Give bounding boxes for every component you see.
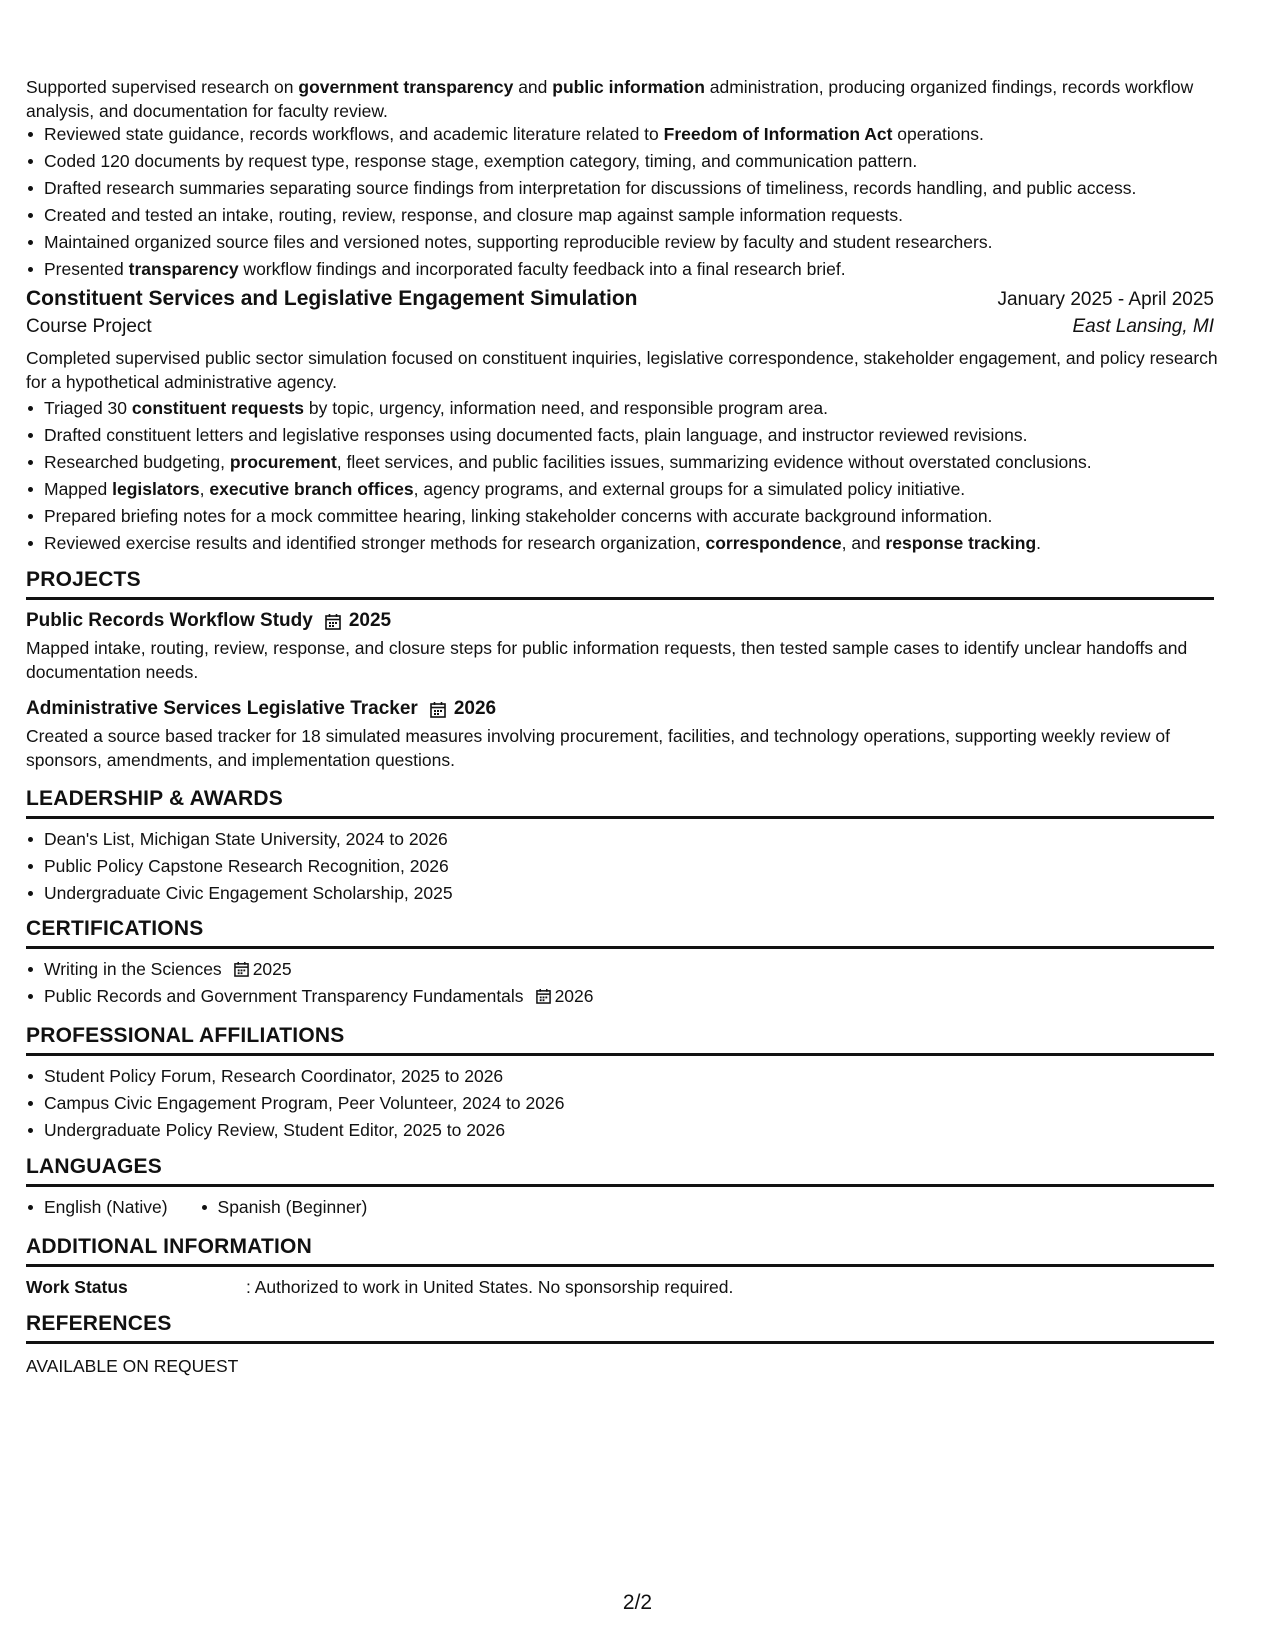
affiliations-section <box>26 1024 1214 1145</box>
certifications-list <box>26 957 1214 1008</box>
certifications-section <box>26 917 1214 1011</box>
references-text: AVAILABLE ON REQUEST <box>26 1356 239 1376</box>
certification-item <box>44 957 1214 981</box>
leadership-section <box>26 787 1214 908</box>
bullet-item: Reviewed exercise results and identified stronger methods for research organization, correspondence, and response tracking. <box>44 531 1244 555</box>
work-status-value: : Authorized to work in United States. No sponsorship required. <box>246 1277 734 1297</box>
simulation-subheader <box>26 313 1214 341</box>
simulation-intro: Completed supervised public sector simulation focused on constituent inquiries, legislative correspondence, stakeholder engagement, and policy research for a hypothetical administrative agency. <box>26 348 1218 392</box>
bullet-item: Triaged 30 constituent requests by topic, urgency, information need, and responsible program area. <box>44 396 1244 420</box>
project-year: 2025 <box>348 610 392 631</box>
research-bullets <box>26 122 1244 284</box>
award-item: Dean's List, Michigan State University, 2024 to 2026 <box>44 827 1214 851</box>
emphasis-text: government transparency <box>298 77 514 97</box>
references-heading: REFERENCES <box>26 1312 1214 1344</box>
emphasis-text: Freedom of Information Act <box>663 124 893 144</box>
affiliations-heading: PROFESSIONAL AFFILIATIONS <box>26 1024 1214 1056</box>
affiliations-list <box>26 1064 1214 1142</box>
additional-section <box>26 1235 1214 1299</box>
bullet-item: Presented transparency workflow findings and incorporated faculty feedback into a final research brief. <box>44 257 1244 281</box>
work-status-label: Work Status <box>26 1277 128 1297</box>
affiliation-item: Student Policy Forum, Research Coordinator, 2025 to 2026 <box>44 1064 1214 1088</box>
affiliation-item: Undergraduate Policy Review, Student Editor, 2025 to 2026 <box>44 1118 1214 1142</box>
certification-year: 2026 <box>554 986 594 1006</box>
bullet-item: Researched budgeting, procurement, fleet services, and public facilities issues, summarizing evidence without overstated conclusions. <box>44 450 1244 474</box>
certification-name: Public Records and Government Transparency Fundamentals <box>44 986 524 1006</box>
emphasis-text: correspondence <box>705 533 842 553</box>
emphasis-text: public information <box>552 77 705 97</box>
simulation-bullets <box>26 396 1244 555</box>
project-title: Public Records Workflow Study <box>26 610 313 631</box>
references-section <box>26 1312 1214 1378</box>
bullet-item: Created and tested an intake, routing, review, response, and closure map against sample information requests. <box>44 203 1244 227</box>
projects-heading: PROJECTS <box>26 568 1214 600</box>
work-status-row <box>26 1275 1214 1299</box>
calendar-icon <box>325 613 341 630</box>
certification-name: Writing in the Sciences <box>44 959 222 979</box>
page-number: 2/2 <box>622 1591 653 1614</box>
project-year: 2026 <box>453 698 497 719</box>
languages-section <box>26 1155 1214 1222</box>
bullet-item: Prepared briefing notes for a mock committee hearing, linking stakeholder concerns with accurate background information. <box>44 504 1244 528</box>
project-description: Created a source based tracker for 18 simulated measures involving procurement, facilities, and technology operations, supporting weekly review of sponsors, amendments, and implementation questions. <box>26 726 1170 770</box>
bullet-item: Maintained organized source files and versioned notes, supporting reproducible review by faculty and student researchers. <box>44 230 1244 254</box>
calendar-icon <box>234 961 249 977</box>
emphasis-text: executive branch offices <box>209 479 414 499</box>
bullet-item: Drafted research summaries separating source findings from interpretation for discussions of timeliness, records handling, and public access. <box>44 176 1244 200</box>
affiliation-item: Campus Civic Engagement Program, Peer Volunteer, 2024 to 2026 <box>44 1091 1214 1115</box>
languages-list <box>26 1195 1214 1222</box>
simulation-title: Constituent Services and Legislative Engagement Simulation <box>26 287 638 310</box>
bullet-item: Reviewed state guidance, records workflows, and academic literature related to Freedom of Information Act operations. <box>44 122 1244 146</box>
simulation-subtitle: Course Project <box>26 316 152 337</box>
language-item: Spanish (Beginner) <box>217 1197 368 1217</box>
simulation-header <box>26 287 1214 311</box>
emphasis-text: constituent requests <box>131 398 305 418</box>
calendar-icon <box>430 701 446 718</box>
leadership-list <box>26 827 1214 905</box>
emphasis-text: legislators <box>112 479 200 499</box>
research-intro: Supported supervised research on government transparency and public information administration, producing organized findings, records workflow analysis, and documentation for faculty review. <box>26 77 1194 121</box>
simulation-entry <box>26 287 1218 558</box>
project-title: Administrative Services Legislative Tracker <box>26 698 418 719</box>
certification-item <box>44 984 1214 1008</box>
emphasis-text: response tracking <box>885 533 1037 553</box>
emphasis-text: transparency <box>128 259 239 279</box>
certifications-heading: CERTIFICATIONS <box>26 917 1214 949</box>
bullet-item: Coded 120 documents by request type, response stage, exemption category, timing, and communication pattern. <box>44 149 1244 173</box>
bullet-item: Drafted constituent letters and legislative responses using documented facts, plain language, and instructor reviewed revisions. <box>44 423 1244 447</box>
projects-section <box>26 568 1214 772</box>
simulation-location: East Lansing, MI <box>1072 316 1214 337</box>
calendar-icon <box>536 988 551 1004</box>
project-item <box>26 608 1214 684</box>
leadership-heading: LEADERSHIP & AWARDS <box>26 787 1214 819</box>
project-item <box>26 696 1214 772</box>
simulation-dates: January 2025 - April 2025 <box>997 289 1214 310</box>
award-item: Public Policy Capstone Research Recognition, 2026 <box>44 854 1214 878</box>
bullet-item: Mapped legislators, executive branch offices, agency programs, and external groups for a simulated policy initiative. <box>44 477 1244 501</box>
project-description: Mapped intake, routing, review, response, and closure steps for public information requests, then tested sample cases to identify unclear handoffs and documentation needs. <box>26 638 1188 682</box>
award-item: Undergraduate Civic Engagement Scholarship, 2025 <box>44 881 1214 905</box>
certification-year: 2025 <box>252 959 292 979</box>
additional-heading: ADDITIONAL INFORMATION <box>26 1235 1214 1267</box>
language-item: English (Native) <box>44 1197 168 1217</box>
emphasis-text: procurement <box>229 452 337 472</box>
languages-heading: LANGUAGES <box>26 1155 1214 1187</box>
